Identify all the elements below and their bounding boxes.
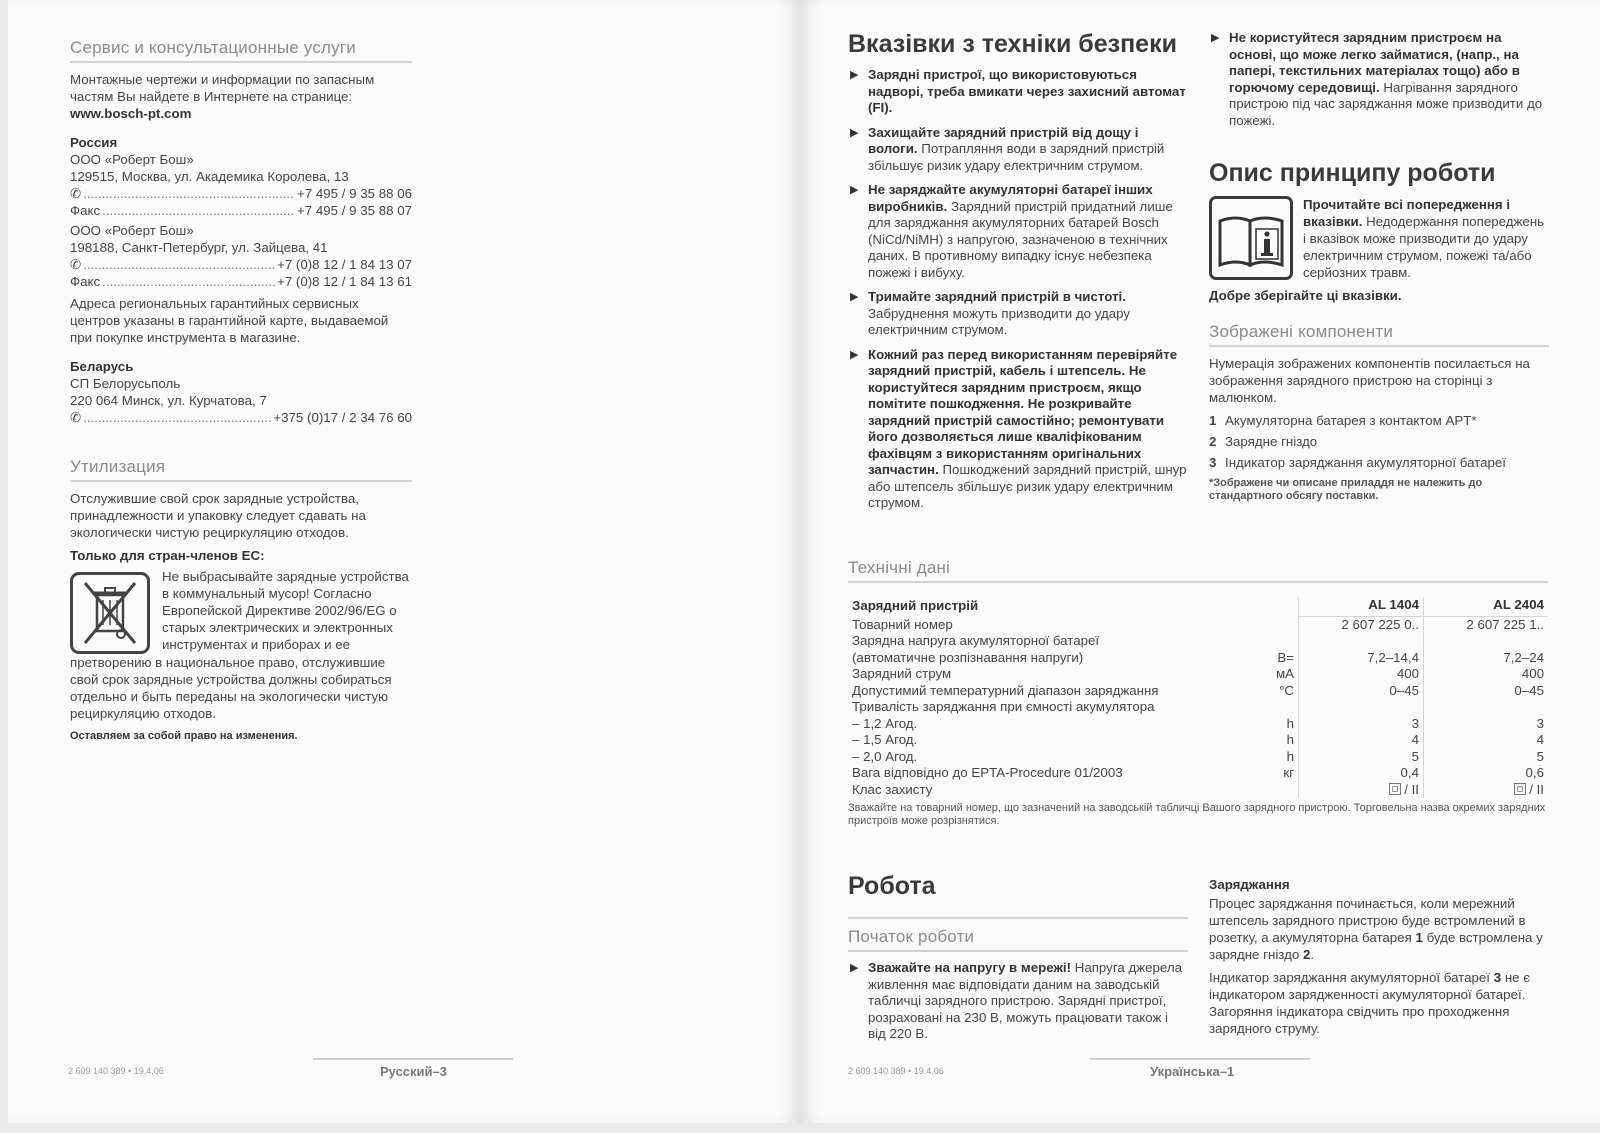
office1-fax-label: Факс bbox=[70, 203, 101, 218]
safety-list-cont bbox=[1209, 30, 1549, 129]
read-warning-block bbox=[1209, 196, 1549, 281]
belarus-address: 220 064 Минск, ул. Курчатова, 7 bbox=[70, 393, 267, 408]
component-item: 1 Акумуляторна батарея з контактом APT* bbox=[1209, 413, 1477, 428]
office1-name: ООО «Роберт Бош» bbox=[70, 152, 194, 167]
office1-fax-row bbox=[70, 202, 412, 219]
voltage-item: ▶ Зважайте на напругу в мережі! Напруга джерела живлення має відповідати даним на заводській табличці зарядного пристрою. Зарядні пристрої, розраховані на 230 В, можуть працювати також і від 220 В. bbox=[850, 960, 1183, 1041]
safety-item: ▶ Зарядні пристрої, що використовуються надворі, треба вмикати через захисний автомат (FI). bbox=[850, 67, 1186, 115]
safety-heading: Вказівки з техніки безпеки bbox=[848, 30, 1177, 58]
eu-text-cont: претворению в национальное право, отслужившие свой срок зарядные устройства должны собираться отдельно и быть переданы на экологически чистую рециркуляцию отходов. bbox=[70, 655, 392, 721]
eu-text-wrapped: Не выбрасывайте зарядные устройства в коммунальный мусор! Согласно Европейской Директиве 2002/96/EG о старых электрических и электронных инструментах и приборах и ее bbox=[162, 569, 409, 652]
disposal-section bbox=[70, 457, 412, 742]
charging-heading: Заряджання bbox=[1209, 877, 1290, 892]
safety-item: ▶ Кожний раз перед використанням перевіряйте зарядний пристрій, кабель і штепсель. Не користуйтеся зарядним пристроєм, якщо помітите пошкодження. Не розкривайте зарядний пристрій самостійно; ремонтувати його дозволяється лише кваліфікованим фахівцям з використанням оригінальних запчастин. Пошкоджений зарядний пристрій, шнур або штепсель збільшує ризик удару електричним струмом. bbox=[850, 346, 1187, 510]
components-heading: Зображені компоненти bbox=[1209, 322, 1549, 347]
right-page bbox=[800, 0, 1600, 1123]
office1-fax: +7 495 / 9 35 88 07 bbox=[297, 203, 412, 218]
phone-icon: ✆ bbox=[70, 410, 82, 425]
regional-note: Адреса региональных гарантийных сервисных центров указаны в гарантийной карте, выдаваемой при покупке инструмента в магазине. bbox=[70, 296, 389, 345]
office2-name: ООО «Роберт Бош» bbox=[70, 223, 194, 238]
left-footer-code: 2 609 140 389 • 19.4.06 bbox=[68, 1066, 164, 1076]
safety-item: ▶ Захищайте зарядний пристрій від дощу і вологи. Потрапляння води в зарядний пристрій збільшує ризик удару електричним струмом. bbox=[850, 124, 1165, 173]
office2-fax-row bbox=[70, 273, 412, 290]
right-page-number: Українська–1 bbox=[1150, 1064, 1235, 1079]
disposal-text: Отслужившие свой срок зарядные устройства, принадлежности и упаковку следует сдавать на экологически чистую рециркуляцию отходов. bbox=[70, 491, 366, 540]
eu-block bbox=[70, 568, 412, 654]
table-row: Вага відповідно до EPTA-Procedure 01/2003 кг 0,4 0,6 bbox=[848, 765, 1548, 782]
table-row: – 1,5 Агод. h 4 4 bbox=[848, 732, 1548, 749]
tech-table bbox=[848, 597, 1548, 798]
safety-item: ▶ Тримайте зарядний пристрій в чистоті. Забруднення можуть призводити до удару електричним струмом. bbox=[850, 289, 1131, 337]
read-warning-text: Прочитайте всі попередження і вказівки. Недодержання попереджень і вказівок може призводити до удару електричним струмом, пожежі та/або серйозних травм. bbox=[1303, 197, 1545, 280]
bullet-arrow-icon: ▶ bbox=[850, 69, 859, 81]
reserve-note: Оставляем за собой право на изменения. bbox=[70, 730, 298, 742]
bullet-arrow-icon: ▶ bbox=[850, 348, 859, 361]
safety-list bbox=[848, 67, 1188, 512]
charging-p2: Індикатор заряджання акумуляторної батареї 3 не є індикатором зарядженності акумуляторної батареї. Загоряння індикатора свідчить про проходження зарядного струму. bbox=[1209, 970, 1531, 1036]
phone-icon: ✆ bbox=[70, 186, 82, 201]
protection-class-icon bbox=[1514, 783, 1526, 795]
belarus-name: СП Белорусьполь bbox=[70, 376, 181, 391]
components-intro: Нумерація зображених компонентів посилається на зображення зарядного пристрою на сторінці з малюнком. bbox=[1209, 356, 1530, 405]
right-column-top bbox=[1209, 30, 1549, 503]
office2-phone-row bbox=[70, 256, 412, 273]
bullet-arrow-icon: ▶ bbox=[850, 126, 859, 139]
work-heading: Робота bbox=[848, 872, 1188, 919]
tech-heading: Технічні дані bbox=[848, 558, 1548, 583]
bullet-arrow-icon: ▶ bbox=[850, 184, 859, 196]
protection-class-row: Клас захисту / II / II bbox=[848, 782, 1548, 799]
belarus-phone: +375 (0)17 / 2 34 76 60 bbox=[273, 410, 412, 425]
read-manual-icon bbox=[1209, 196, 1293, 280]
tech-note: Зважайте на товарний номер, що зазначений на заводській табличці Вашого зарядного пристрою. Торговельна назва окремих зарядних пристроїв може розрізнятися. bbox=[848, 802, 1546, 827]
belarus-phone-row bbox=[70, 409, 412, 426]
office2-fax: +7 (0)8 12 / 1 84 13 61 bbox=[277, 274, 412, 289]
table-row: Зарядна напруга акумуляторної батареї bbox=[848, 633, 1548, 650]
service-intro: Монтажные чертежи и информации по запасным частям Вы найдете в Интернете на странице: www.bosch-pt.com bbox=[70, 72, 375, 121]
crossed-out-bin-icon bbox=[70, 572, 150, 654]
table-row: – 2,0 Агод. h 5 5 bbox=[848, 749, 1548, 766]
office2-address: 198188, Санкт-Петербург, ул. Зайцева, 41 bbox=[70, 240, 328, 255]
office1-address: 129515, Москва, ул. Академика Королева, 13 bbox=[70, 169, 349, 184]
office1-phone: +7 495 / 9 35 88 06 bbox=[297, 186, 412, 201]
safety-item-flammable: ▶ Не користуйтеся зарядним пристроєм на основі, що може легко займатися, (напр., на папері, текстильних матеріалах тощо) або в горючому середовищі. Нагрівання зарядного пристрою під час заряджання може призводити до пожежі. bbox=[1211, 30, 1543, 128]
right-footer-rule bbox=[1090, 1058, 1310, 1060]
protection-class-icon bbox=[1389, 783, 1401, 795]
charging-p1: Процес заряджання починається, коли мережний штепсель зарядного пристрою буде встромлений в розетку, а акумуляторна батарея 1 буде встромлена у зарядне гніздо 2. bbox=[1209, 896, 1543, 962]
table-row: Товарний номер 2 607 225 0.. 2 607 225 1.. bbox=[848, 616, 1548, 633]
eu-heading: Только для стран-членов ЕС: bbox=[70, 548, 265, 563]
safety-section bbox=[848, 30, 1188, 520]
disposal-heading: Утилизация bbox=[70, 457, 412, 482]
right-footer-code: 2 609 140 389 • 19.4.06 bbox=[848, 1066, 944, 1076]
keep-instructions: Добре зберігайте ці вказівки. bbox=[1209, 288, 1402, 303]
phone-icon: ✆ bbox=[70, 257, 82, 272]
components-footnote: *Зображене чи описане приладдя не належить до стандартного обсягу поставки. bbox=[1209, 477, 1483, 502]
office2-fax-label: Факс bbox=[70, 274, 101, 289]
charging-section bbox=[1209, 876, 1549, 1037]
office2-phone: +7 (0)8 12 / 1 84 13 07 bbox=[277, 257, 412, 272]
table-row: Зарядний струм мА 400 400 bbox=[848, 666, 1548, 683]
country-russia: Россия bbox=[70, 135, 118, 150]
model-2: AL 2404 bbox=[1424, 597, 1549, 616]
start-list bbox=[848, 960, 1188, 1043]
service-section bbox=[70, 38, 412, 426]
tech-header-label: Зарядний пристрій bbox=[852, 597, 979, 613]
principle-heading: Опис принципу роботи bbox=[1209, 159, 1496, 187]
component-item: 3 Індикатор заряджання акумуляторної батареї bbox=[1209, 455, 1506, 470]
component-item: 2 Зарядне гніздо bbox=[1209, 434, 1318, 449]
tech-header-row bbox=[848, 597, 1548, 616]
tech-section bbox=[848, 558, 1548, 828]
table-row: Тривалість заряджання при ємності акумулятора bbox=[848, 699, 1548, 716]
office1-phone-row bbox=[70, 185, 412, 202]
left-page bbox=[8, 0, 800, 1123]
safety-item: ▶ Не заряджайте акумуляторні батареї інших виробників. Зарядний пристрій придатний лише для заряджання акумуляторних батарей Bosch (NiCd/NiMH) з напругою, зазначеною в технічних даних. В противному випадку існує небезпека пожежі і вибуху. bbox=[850, 182, 1173, 280]
country-belarus: Беларусь bbox=[70, 359, 134, 374]
work-section bbox=[848, 872, 1188, 1051]
start-heading: Початок роботи bbox=[848, 927, 1188, 952]
table-row: (автоматичне розпізнавання напруги) В= 7,2–14,4 7,2–24 bbox=[848, 650, 1548, 667]
table-row: – 1,2 Агод. h 3 3 bbox=[848, 716, 1548, 733]
bullet-arrow-icon: ▶ bbox=[850, 291, 859, 303]
model-1: AL 1404 bbox=[1299, 597, 1424, 616]
bullet-arrow-icon: ▶ bbox=[1211, 32, 1220, 44]
table-row: Допустимий температурний діапазон заряджання °C 0–45 0–45 bbox=[848, 683, 1548, 700]
bullet-arrow-icon: ▶ bbox=[850, 962, 859, 974]
left-footer-rule bbox=[313, 1058, 513, 1060]
service-heading: Сервис и консультационные услуги bbox=[70, 38, 412, 63]
service-url: www.bosch-pt.com bbox=[70, 106, 192, 121]
left-page-number: Русский–3 bbox=[380, 1064, 447, 1079]
